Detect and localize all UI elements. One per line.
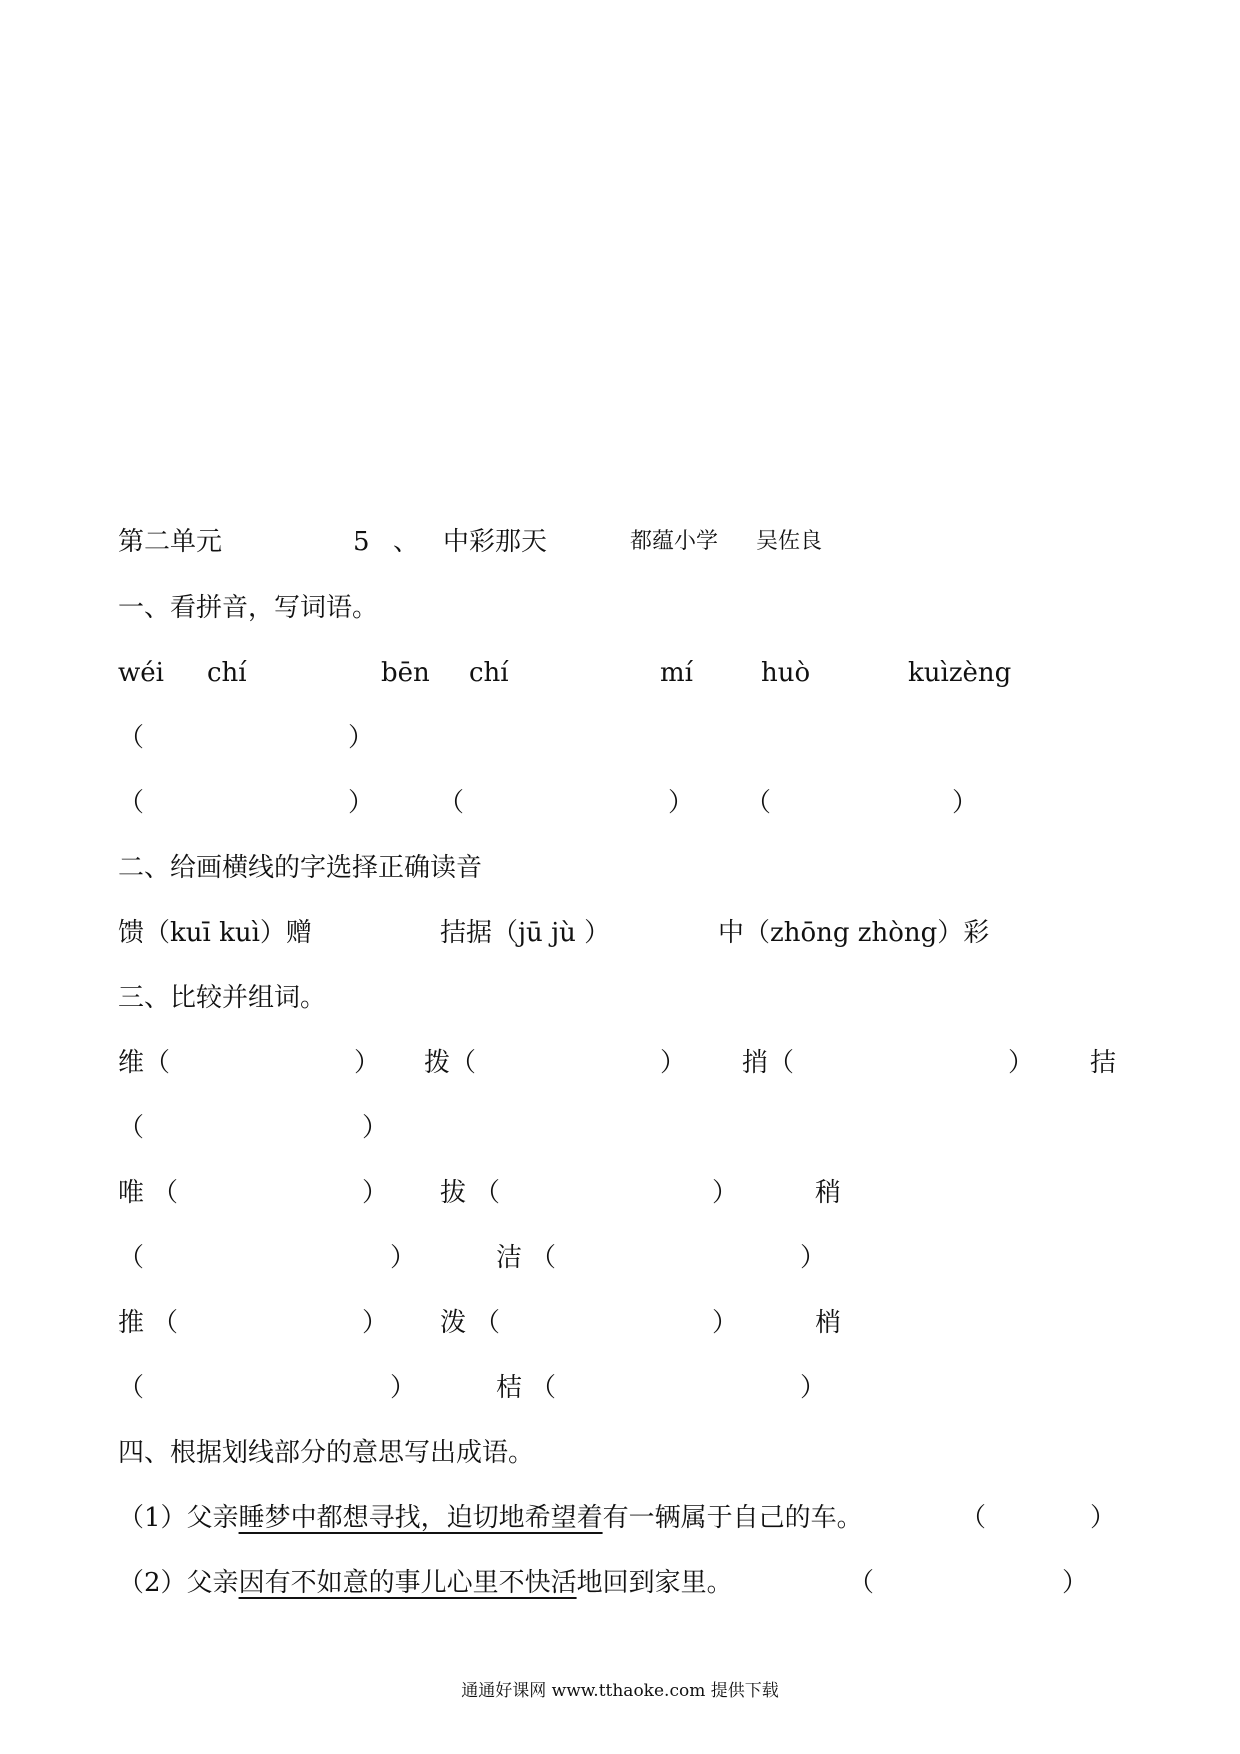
blank-open: （ bbox=[530, 1373, 557, 1403]
lesson-separator: 、 bbox=[393, 527, 420, 557]
idiom-question-2 bbox=[0, 1563, 1240, 1603]
pinyin-word: chí bbox=[469, 658, 509, 688]
page-footer: 通通好课网 www.tthaoke.com 提供下载 bbox=[461, 1681, 779, 1701]
blank-close: ） bbox=[800, 1373, 827, 1403]
blank-close: ） bbox=[362, 1178, 389, 1208]
compare-char: 推 bbox=[118, 1308, 145, 1338]
blank-open: （ bbox=[450, 1048, 477, 1078]
blank-open: （ bbox=[960, 1503, 987, 1533]
blank-close: ） bbox=[712, 1308, 739, 1338]
blank-close: ） bbox=[1008, 1048, 1035, 1078]
pinyin-word: wéi bbox=[118, 658, 164, 688]
compare-char: 拨 bbox=[424, 1048, 451, 1078]
section-2-heading bbox=[0, 848, 1240, 888]
header-line bbox=[0, 522, 1240, 562]
blank-close: ） bbox=[362, 1308, 389, 1338]
blank-close: ） bbox=[348, 788, 375, 818]
underlined-phrase: 睡梦中都想寻找，迫切地希望着 bbox=[238, 1503, 603, 1533]
underlined-phrase: 因有不如意的事儿心里不快活 bbox=[238, 1568, 577, 1598]
blank-open: （ bbox=[118, 723, 145, 753]
lesson-title: 中彩那天 bbox=[443, 527, 548, 557]
blank-close: ） bbox=[712, 1178, 739, 1208]
blank-close: ） bbox=[348, 723, 375, 753]
school-name: 都蕴小学 bbox=[630, 529, 719, 554]
reading-item: 拮据（jū jù ） bbox=[440, 918, 611, 948]
compare-char: 泼 bbox=[440, 1308, 467, 1338]
blank-close: ） bbox=[1090, 1503, 1117, 1533]
pinyin-row bbox=[0, 653, 1240, 693]
blank-open: （ bbox=[118, 1373, 145, 1403]
idiom-question-1 bbox=[0, 1498, 1240, 1538]
blank-open: （ bbox=[745, 788, 772, 818]
blank-close: ） bbox=[390, 1243, 417, 1273]
pinyin-word: huò bbox=[761, 658, 811, 688]
compare-char: 拔 bbox=[440, 1178, 467, 1208]
sentence-text: 地回到家里。 bbox=[576, 1568, 733, 1598]
section-1-heading bbox=[0, 588, 1240, 628]
section-3-heading bbox=[0, 978, 1240, 1018]
answer-blank-row bbox=[0, 718, 1240, 758]
word-group-row bbox=[0, 1043, 1240, 1083]
compare-char: 梢 bbox=[815, 1308, 842, 1338]
compare-char: 维 bbox=[118, 1048, 145, 1078]
blank-open: （ bbox=[438, 788, 465, 818]
blank-open: （ bbox=[118, 1243, 145, 1273]
pinyin-word: chí bbox=[207, 658, 247, 688]
sentence-text: 有一辆属于自己的车。 bbox=[602, 1503, 863, 1533]
sentence-text: 父亲 bbox=[186, 1503, 239, 1533]
reading-item: 中（zhōng zhòng）彩 bbox=[718, 918, 990, 948]
blank-open: （ bbox=[152, 1178, 179, 1208]
word-group-row bbox=[0, 1173, 1240, 1213]
compare-char: 稍 bbox=[815, 1178, 842, 1208]
blank-close: ） bbox=[362, 1113, 389, 1143]
blank-close: ） bbox=[354, 1048, 381, 1078]
compare-char: 唯 bbox=[118, 1178, 145, 1208]
blank-close: ） bbox=[1062, 1568, 1089, 1598]
compare-char: 拮 bbox=[1090, 1048, 1117, 1078]
blank-close: ） bbox=[668, 788, 695, 818]
lesson-number: 5 bbox=[353, 527, 370, 557]
word-group-row bbox=[0, 1238, 1240, 1278]
question-sentence bbox=[118, 1563, 733, 1603]
blank-open: （ bbox=[474, 1308, 501, 1338]
unit-label: 第二单元 bbox=[118, 527, 223, 557]
reading-item: 馈（kuī kuì）赠 bbox=[118, 918, 312, 948]
word-group-row bbox=[0, 1108, 1240, 1148]
blank-open: （ bbox=[152, 1308, 179, 1338]
section-4-heading bbox=[0, 1433, 1240, 1473]
blank-open: （ bbox=[530, 1243, 557, 1273]
section-heading: 二、给画横线的字选择正确读音 bbox=[118, 853, 483, 883]
pinyin-word: kuìzèng bbox=[908, 658, 1012, 688]
blank-close: ） bbox=[800, 1243, 827, 1273]
section-heading: 三、比较并组词。 bbox=[118, 983, 327, 1013]
sentence-text: 父亲 bbox=[186, 1568, 239, 1598]
compare-char: 洁 bbox=[496, 1243, 523, 1273]
blank-open: （ bbox=[474, 1178, 501, 1208]
blank-close: ） bbox=[952, 788, 979, 818]
blank-close: ） bbox=[660, 1048, 687, 1078]
blank-open: （ bbox=[848, 1568, 875, 1598]
section-heading: 四、根据划线部分的意思写出成语。 bbox=[118, 1438, 535, 1468]
reading-choice-row bbox=[0, 913, 1240, 953]
compare-char: 捎 bbox=[742, 1048, 769, 1078]
question-number: （1） bbox=[118, 1503, 187, 1533]
compare-char: 桔 bbox=[496, 1373, 523, 1403]
pinyin-word: mí bbox=[660, 658, 693, 688]
answer-blank-row bbox=[0, 783, 1240, 823]
word-group-row bbox=[0, 1368, 1240, 1408]
blank-open: （ bbox=[118, 788, 145, 818]
word-group-row bbox=[0, 1303, 1240, 1343]
blank-open: （ bbox=[768, 1048, 795, 1078]
author-name: 吴佐良 bbox=[756, 529, 823, 554]
blank-open: （ bbox=[144, 1048, 171, 1078]
blank-open: （ bbox=[118, 1113, 145, 1143]
question-sentence bbox=[118, 1498, 863, 1538]
pinyin-word: bēn bbox=[381, 658, 430, 688]
question-number: （2） bbox=[118, 1568, 187, 1598]
section-heading: 一、看拼音，写词语。 bbox=[118, 593, 379, 623]
blank-close: ） bbox=[390, 1373, 417, 1403]
